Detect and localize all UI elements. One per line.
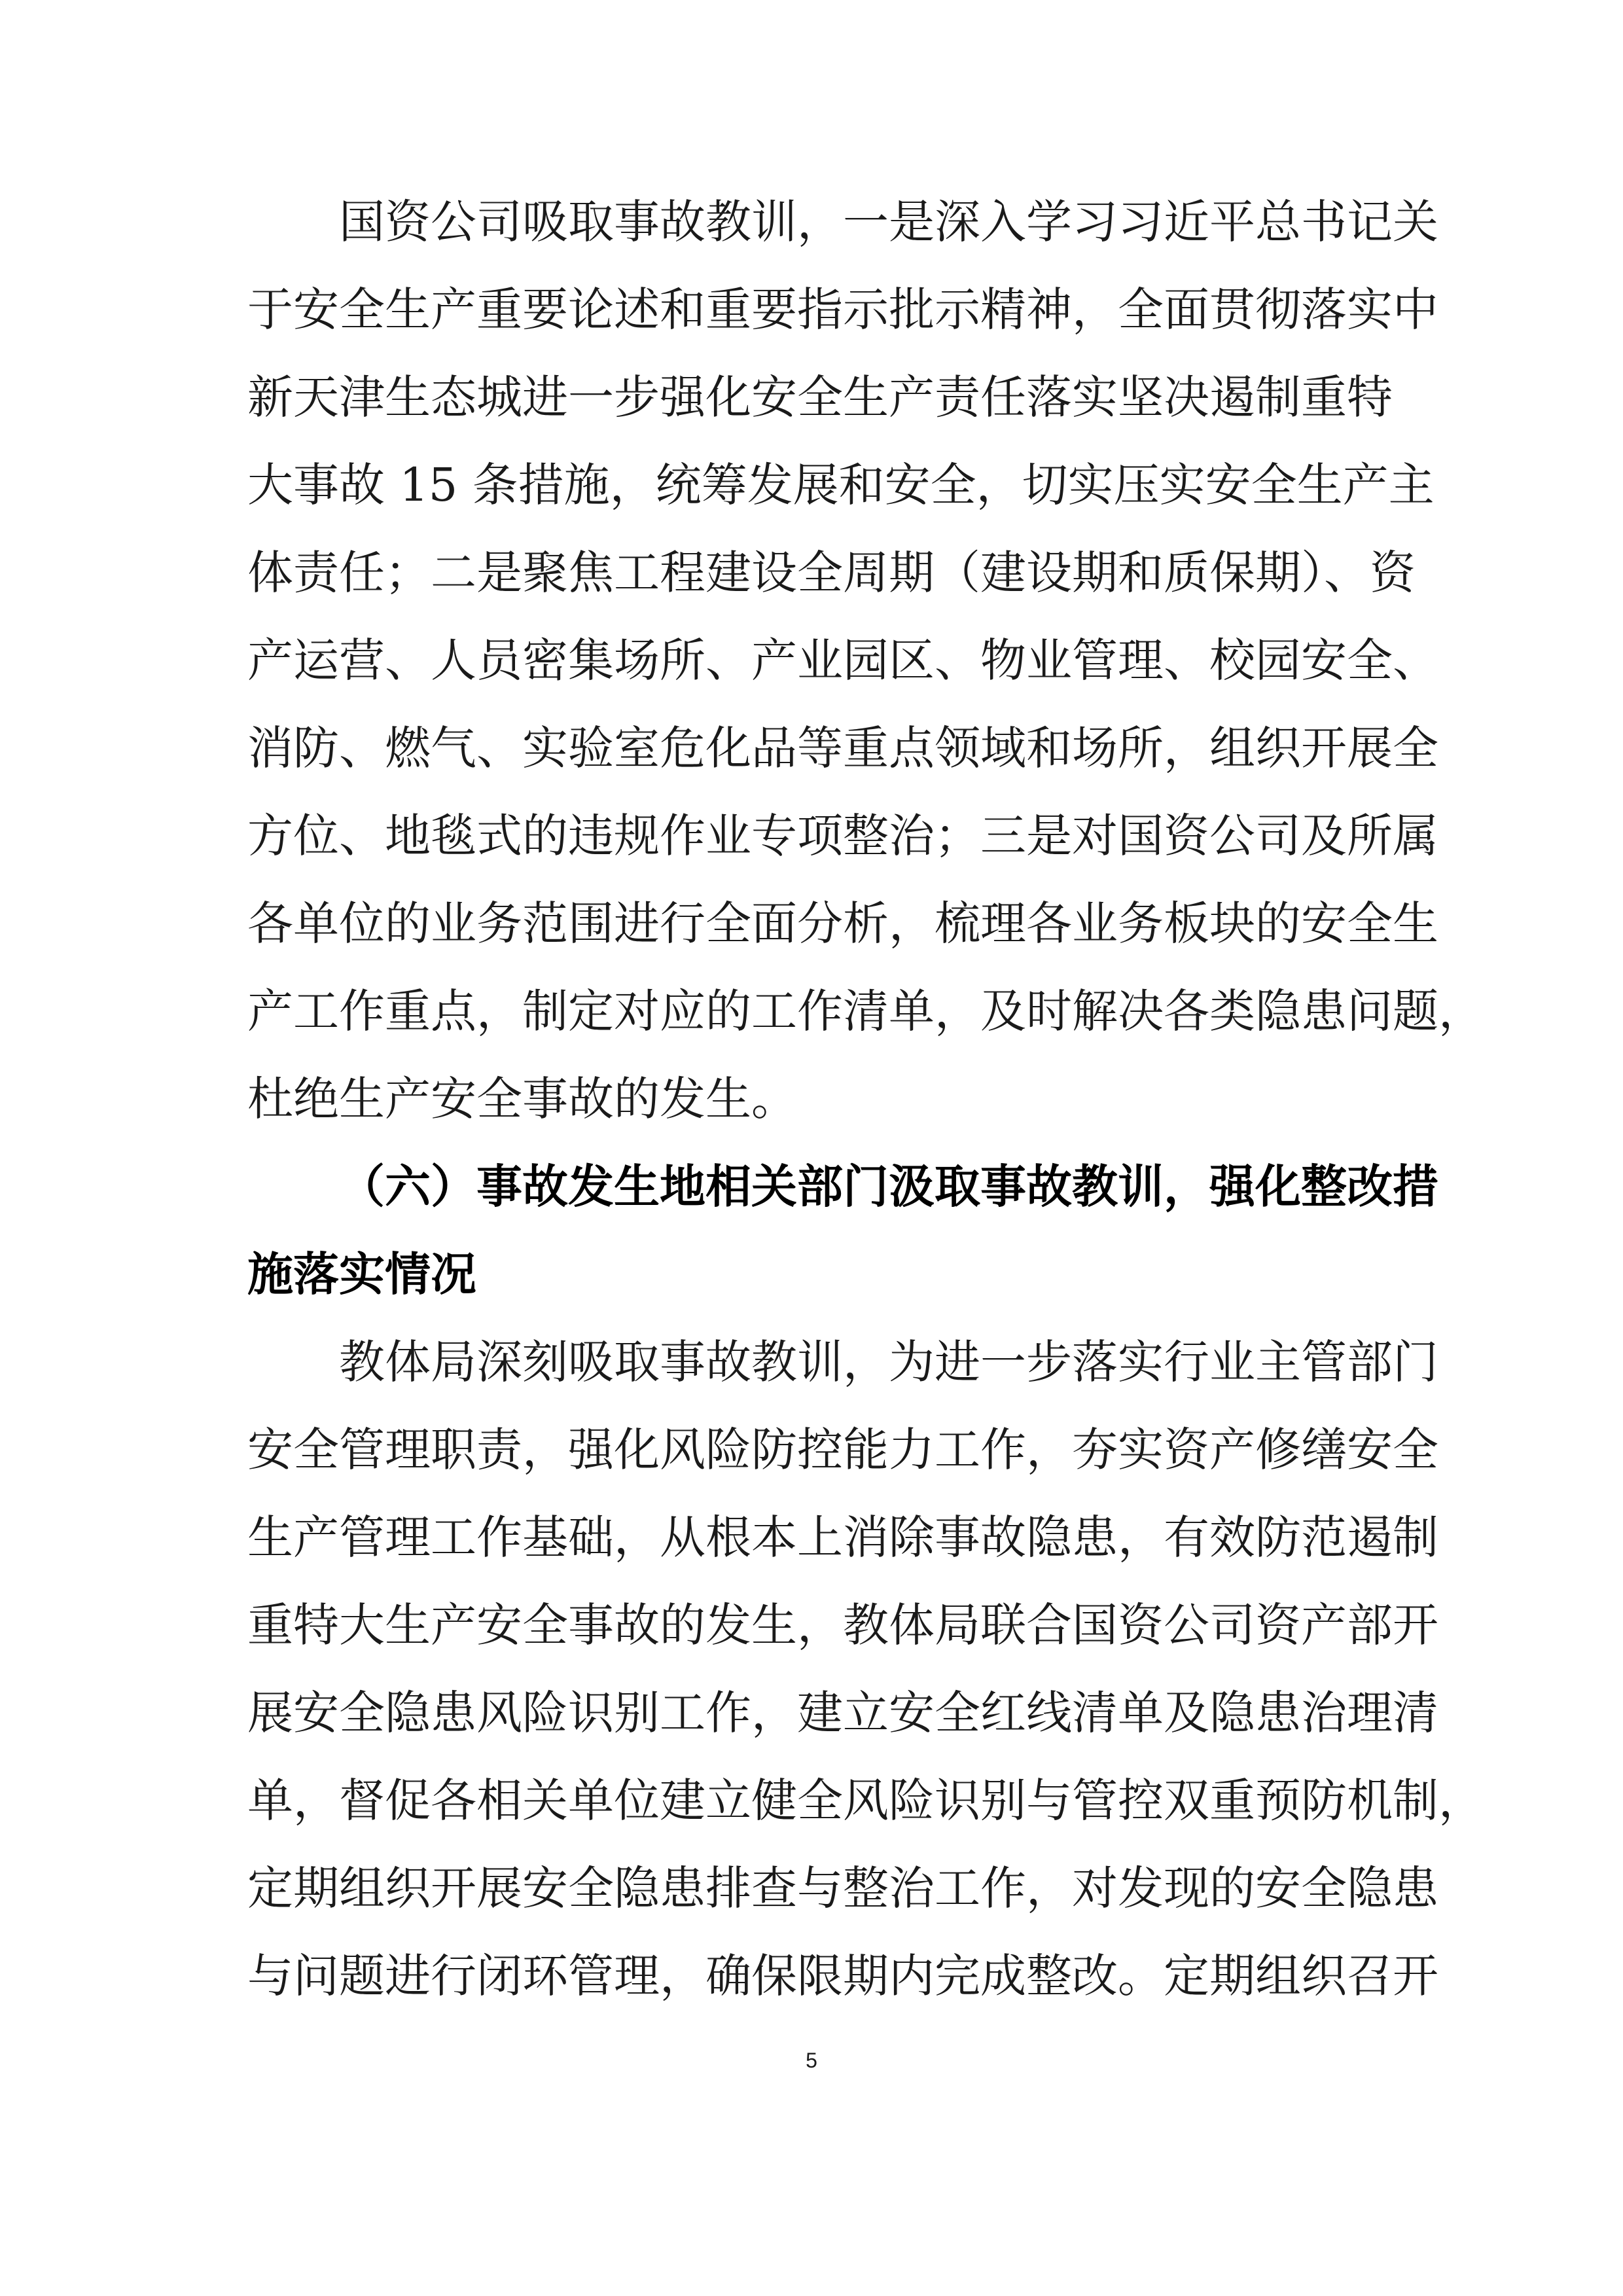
heading-line: （六）事故发生地相关部门汲取事故教训，强化整改措 bbox=[339, 1159, 1438, 1213]
text-line: 教体局深刻吸取事故教训，为进一步落实行业主管部门 bbox=[339, 1335, 1438, 1389]
text-line: 消防、燃气、实验室危化品等重点领域和场所，组织开展全 bbox=[247, 721, 1438, 775]
text-line: 体责任；二是聚焦工程建设全周期（建设期和质保期）、资 bbox=[247, 546, 1416, 600]
text-line: 与问题进行闭环管理，确保限期内完成整改。定期组织召开 bbox=[247, 1949, 1438, 2003]
text-line: 重特大生产安全事故的发生，教体局联合国资公司资产部开 bbox=[247, 1598, 1438, 1652]
text-line: 大事故 15 条措施，统筹发展和安全，切实压实安全生产主 bbox=[247, 458, 1435, 512]
paragraph-state-assets-company bbox=[247, 178, 1484, 1143]
text-line: 展安全隐患风险识别工作，建立安全红线清单及隐患治理清 bbox=[247, 1686, 1438, 1740]
text-line: 杜绝生产安全事故的发生。 bbox=[247, 1072, 797, 1126]
text-line: 生产管理工作基础，从根本上消除事故隐患，有效防范遏制 bbox=[247, 1511, 1438, 1564]
text-line: 各单位的业务范围进行全面分析，梳理各业务板块的安全生 bbox=[247, 897, 1438, 950]
page-number: 5 bbox=[806, 2049, 817, 2072]
text-line: 定期组织开展安全隐患排查与整治工作，对发现的安全隐患 bbox=[247, 1861, 1438, 1915]
text-line: 单，督促各相关单位建立健全风险识别与管控双重预防机制， bbox=[247, 1774, 1484, 1827]
text-line: 于安全生产重要论述和重要指示批示精神，全面贯彻落实中 bbox=[247, 283, 1438, 336]
section-heading bbox=[247, 1143, 1438, 1318]
text-line: 国资公司吸取事故教训，一是深入学习习近平总书记关 bbox=[339, 195, 1438, 249]
text-line: 安全管理职责，强化风险防控能力工作，夯实资产修缮安全 bbox=[247, 1423, 1438, 1477]
text-line: 产运营、人员密集场所、产业园区、物业管理、校园安全、 bbox=[247, 634, 1438, 687]
text-line: 新天津生态城进一步强化安全生产责任落实坚决遏制重特 bbox=[247, 370, 1393, 424]
document-body bbox=[247, 178, 1484, 2020]
text-line: 产工作重点，制定对应的工作清单，及时解决各类隐患问题， bbox=[247, 984, 1484, 1038]
text-line: 方位、地毯式的违规作业专项整治；三是对国资公司及所属 bbox=[247, 809, 1438, 863]
paragraph-education-bureau bbox=[247, 1318, 1484, 2020]
heading-line: 施落实情况 bbox=[247, 1247, 476, 1301]
